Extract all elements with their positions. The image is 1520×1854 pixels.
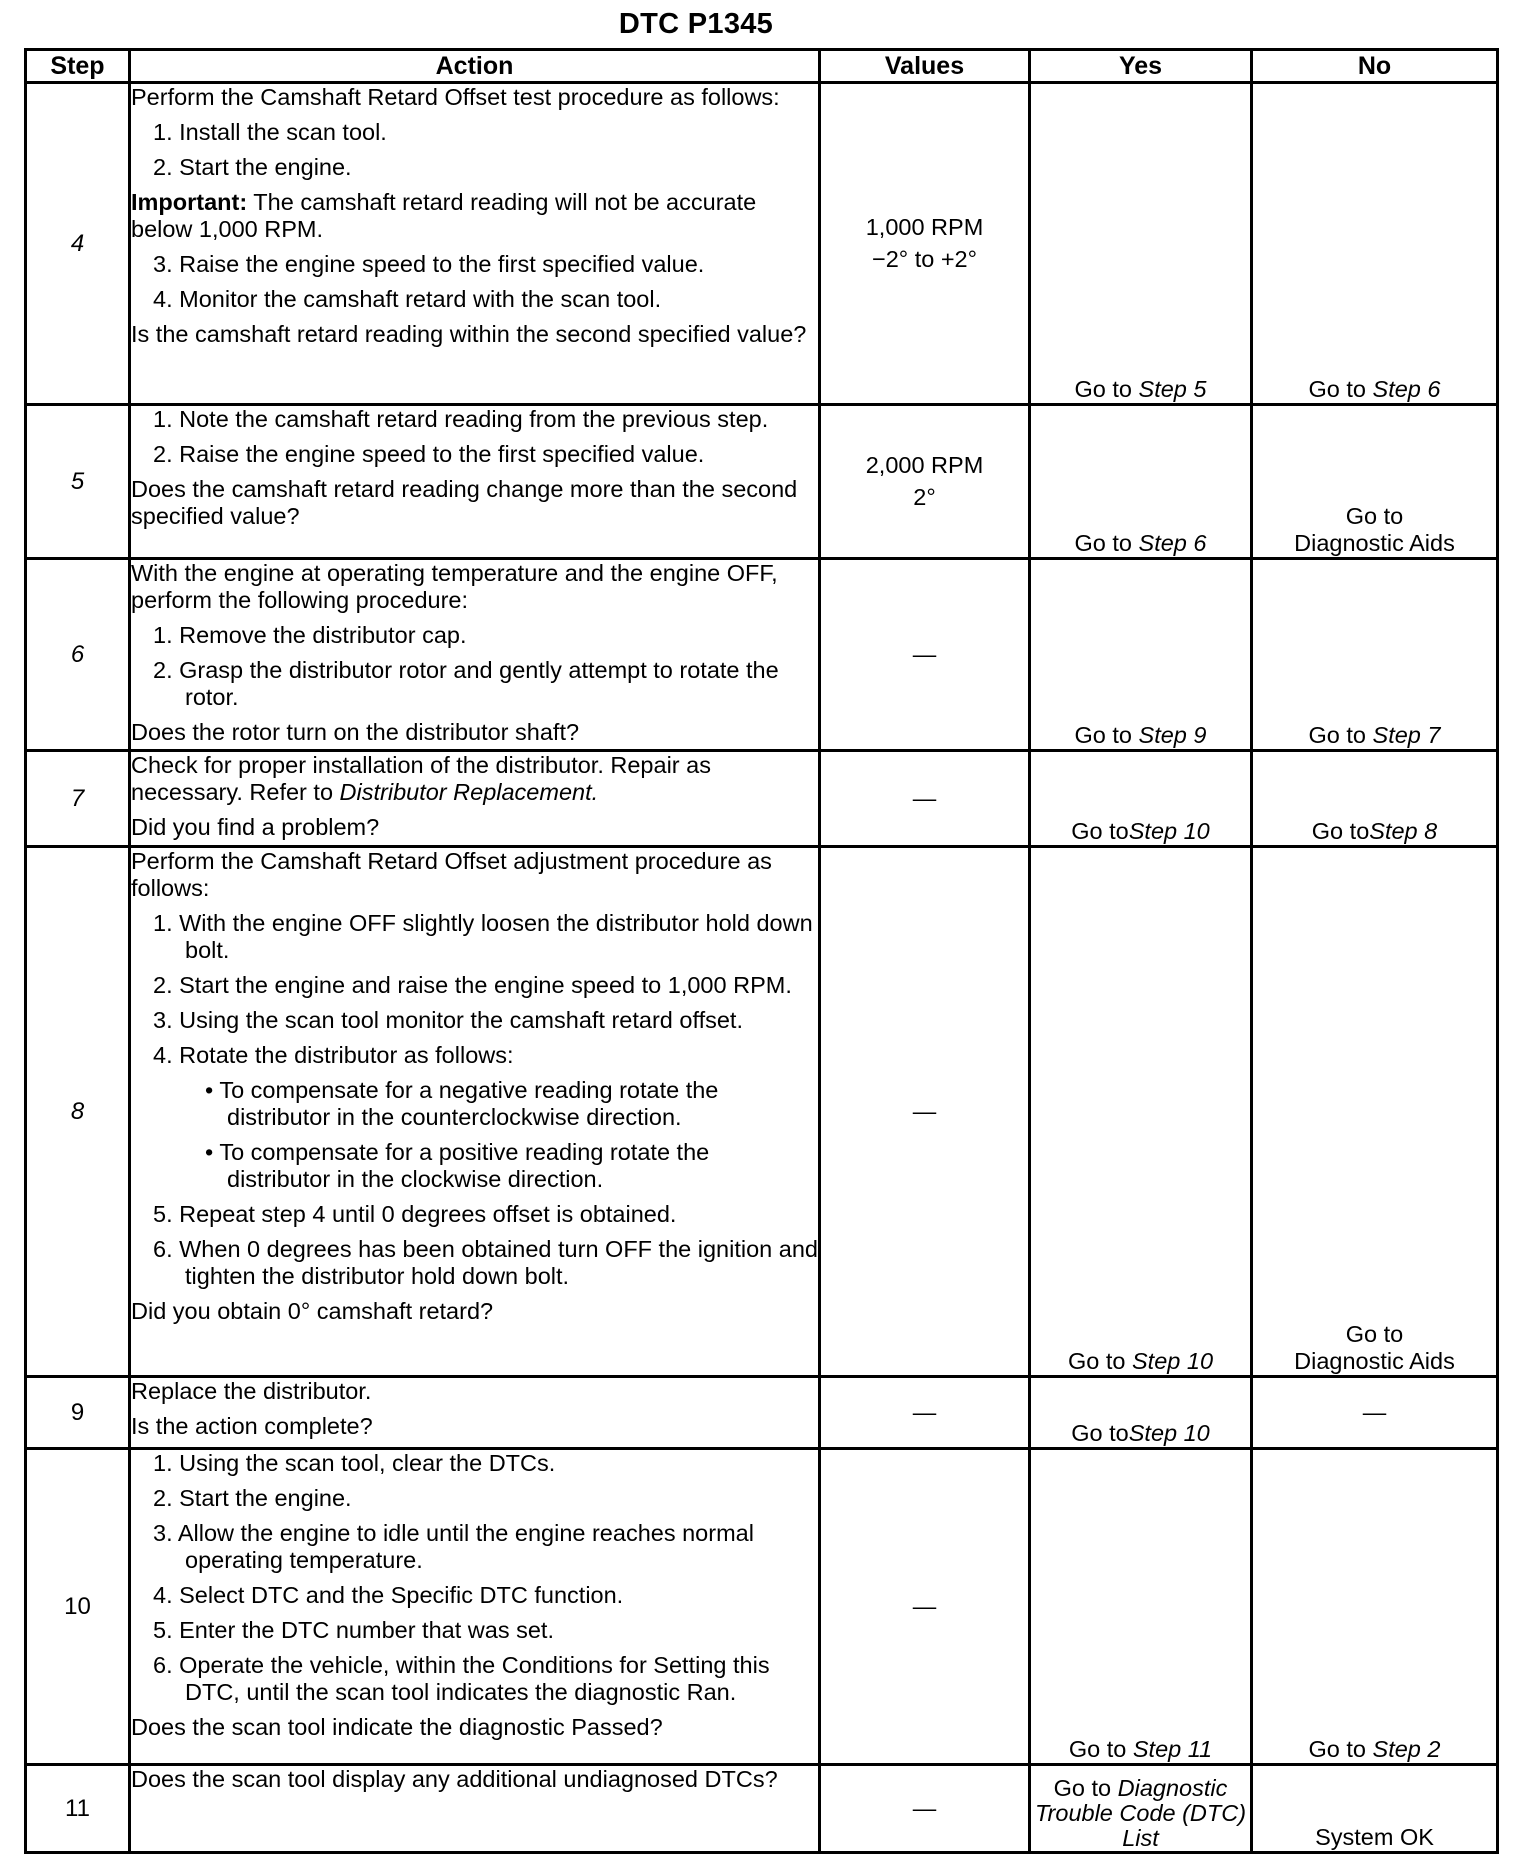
no-cell <box>1252 83 1498 405</box>
action-question: Does the rotor turn on the distributor shaft? <box>131 719 580 745</box>
yes-prefix: Go to <box>1074 530 1139 556</box>
important-text: The camshaft retard reading will not be accurate below 1,000 RPM. <box>131 189 757 242</box>
action-item: 1. With the engine OFF slightly loosen the distributor hold down bolt. <box>153 910 813 963</box>
no-cell[interactable] <box>1252 405 1498 559</box>
action-item: 5. Repeat step 4 until 0 degrees offset is obtained. <box>153 1201 677 1227</box>
table-row <box>26 1377 1498 1449</box>
no-step-link[interactable]: Step 7 <box>1372 722 1441 748</box>
action-question: Is the camshaft retard reading within the second specified value? <box>131 321 807 347</box>
yes-step-link[interactable]: Step 6 <box>1138 530 1207 556</box>
table-row <box>26 847 1498 1377</box>
step-number: 6 <box>26 559 130 751</box>
header-step: Step <box>26 50 130 83</box>
action-intro <box>131 752 818 806</box>
values-cell: — <box>820 751 1030 847</box>
no-cell[interactable] <box>1252 847 1498 1377</box>
action-item: 1. Note the camshaft retard reading from the previous step. <box>153 406 769 432</box>
action-cell <box>130 83 820 405</box>
table-row <box>26 1449 1498 1765</box>
action-cell <box>130 405 820 559</box>
no-prefix: Go to <box>1308 722 1373 748</box>
table-row <box>26 405 1498 559</box>
dtc-table <box>24 48 1499 1854</box>
step-number: 10 <box>26 1449 130 1765</box>
yes-prefix: Go to <box>1074 722 1139 748</box>
step-number: 7 <box>26 751 130 847</box>
yes-cell <box>1030 1765 1252 1853</box>
action-item: 2. Start the engine. <box>153 154 352 180</box>
no-line: Go to <box>1345 1321 1404 1347</box>
yes-cell <box>1030 751 1252 847</box>
action-cell <box>130 751 820 847</box>
yes-cell <box>1030 1377 1252 1449</box>
action-question: Did you obtain 0° camshaft retard? <box>131 1298 494 1324</box>
action-cell <box>130 559 820 751</box>
action-item: 2. Start the engine and raise the engine speed to 1,000 RPM. <box>153 972 792 998</box>
yes-step-link[interactable]: Step 10 <box>1132 1348 1214 1374</box>
header-values: Values <box>820 50 1030 83</box>
value-line: −2° to +2° <box>871 246 978 272</box>
no-prefix: Go to <box>1311 818 1370 844</box>
no-cell <box>1252 1449 1498 1765</box>
yes-prefix: Go to <box>1068 1736 1133 1762</box>
action-item: 1. Install the scan tool. <box>153 119 387 145</box>
action-question: Is the action complete? <box>131 1413 373 1439</box>
values-cell: — <box>820 1377 1030 1449</box>
action-item: 6. When 0 degrees has been obtained turn OFF the ignition and tighten the distributor hold down bolt. <box>153 1236 818 1289</box>
step-number: 4 <box>26 83 130 405</box>
value-line: 1,000 RPM <box>865 214 984 240</box>
action-cell <box>130 1765 820 1853</box>
important-label: Important: <box>131 189 248 215</box>
important-note <box>131 189 818 243</box>
values-cell: — <box>820 1765 1030 1853</box>
action-item: 4. Select DTC and the Specific DTC function. <box>153 1582 624 1608</box>
step-number: 9 <box>26 1377 130 1449</box>
action-item: 2. Raise the engine speed to the first specified value. <box>153 441 705 467</box>
table-row <box>26 83 1498 405</box>
header-no: No <box>1252 50 1498 83</box>
no-step-link[interactable]: Step 2 <box>1372 1736 1441 1762</box>
step-number: 8 <box>26 847 130 1377</box>
page-title: DTC P1345 <box>618 8 774 40</box>
value-line: 2,000 RPM <box>865 452 984 478</box>
action-item: 3. Allow the engine to idle until the engine reaches normal operating temperature. <box>153 1520 754 1573</box>
yes-step-link[interactable]: Step 5 <box>1138 376 1207 402</box>
action-bullet: • To compensate for a negative reading rotate the distributor in the counterclockwise direction. <box>205 1077 719 1130</box>
yes-prefix: Go to <box>1074 376 1139 402</box>
action-item: 5. Enter the DTC number that was set. <box>153 1617 554 1643</box>
action-bullet: • To compensate for a positive reading rotate the distributor in the clockwise direction. <box>205 1139 710 1192</box>
yes-step-link[interactable]: Step 9 <box>1138 722 1207 748</box>
action-item: 4. Rotate the distributor as follows: <box>153 1042 514 1068</box>
step-number: 11 <box>26 1765 130 1853</box>
values-cell: — <box>820 1449 1030 1765</box>
yes-cell <box>1030 559 1252 751</box>
yes-step-link[interactable]: Step 10 <box>1128 1420 1210 1446</box>
table-row <box>26 559 1498 751</box>
action-question: Does the camshaft retard reading change more than the second specified value? <box>131 476 798 529</box>
yes-prefix: Go to <box>1071 818 1129 844</box>
yes-cell <box>1030 83 1252 405</box>
no-step-link[interactable]: Step 6 <box>1372 376 1441 402</box>
yes-prefix: Go to <box>1071 1420 1129 1446</box>
yes-prefix: Go to <box>1053 1775 1118 1801</box>
action-item: 6. Operate the vehicle, within the Conditions for Setting this DTC, until the scan tool indicates the diagnostic Ran. <box>153 1652 770 1705</box>
reference-link[interactable]: Distributor Replacement. <box>339 779 599 805</box>
action-item: 3. Using the scan tool monitor the camshaft retard offset. <box>153 1007 743 1033</box>
action-question: Does the scan tool indicate the diagnostic Passed? <box>131 1714 663 1740</box>
no-prefix: Go to <box>1308 376 1373 402</box>
action-cell <box>130 1449 820 1765</box>
action-item: 4. Monitor the camshaft retard with the scan tool. <box>153 286 662 312</box>
action-item: 3. Raise the engine speed to the first specified value. <box>153 251 705 277</box>
values-cell <box>820 405 1030 559</box>
no-cell <box>1252 751 1498 847</box>
values-cell: — <box>820 559 1030 751</box>
no-cell <box>1252 559 1498 751</box>
header-yes: Yes <box>1030 50 1252 83</box>
action-question: Did you find a problem? <box>131 814 380 840</box>
step-number: 5 <box>26 405 130 559</box>
values-cell: — <box>820 847 1030 1377</box>
no-prefix: Go to <box>1308 1736 1373 1762</box>
action-intro: With the engine at operating temperature and the engine OFF, perform the following procedure: <box>131 560 778 613</box>
table-row <box>26 1765 1498 1853</box>
action-item: 2. Grasp the distributor rotor and gently attempt to rotate the rotor. <box>153 657 779 710</box>
action-intro-text: Check for proper installation of the distributor. Repair as necessary. Refer to <box>131 752 711 805</box>
no-step-link[interactable]: Step 8 <box>1369 818 1438 844</box>
no-line: Diagnostic Aids <box>1294 530 1455 556</box>
table-row <box>26 751 1498 847</box>
yes-cell <box>1030 847 1252 1377</box>
action-intro: Perform the Camshaft Retard Offset adjustment procedure as follows: <box>131 848 772 901</box>
yes-dtc-list-link[interactable]: Diagnostic Trouble Code (DTC) List <box>1034 1775 1247 1851</box>
no-line: Diagnostic Aids <box>1294 1348 1455 1374</box>
no-cell: — <box>1252 1377 1498 1449</box>
values-cell <box>820 83 1030 405</box>
action-cell <box>130 1377 820 1449</box>
no-line: Go to <box>1345 503 1404 529</box>
action-intro: Replace the distributor. <box>131 1378 372 1404</box>
header-action: Action <box>130 50 820 83</box>
no-cell: System OK <box>1252 1765 1498 1853</box>
header-row <box>26 50 1498 83</box>
action-intro: Perform the Camshaft Retard Offset test procedure as follows: <box>131 84 780 110</box>
yes-step-link[interactable]: Step 10 <box>1128 818 1210 844</box>
yes-cell <box>1030 405 1252 559</box>
action-cell <box>130 847 820 1377</box>
yes-step-link[interactable]: Step 11 <box>1132 1736 1213 1762</box>
action-item: 1. Remove the distributor cap. <box>153 622 467 648</box>
action-item: 2. Start the engine. <box>153 1485 352 1511</box>
yes-cell <box>1030 1449 1252 1765</box>
yes-prefix: Go to <box>1067 1348 1132 1374</box>
action-question: Does the scan tool display any additional undiagnosed DTCs? <box>131 1766 778 1792</box>
action-item: 1. Using the scan tool, clear the DTCs. <box>153 1450 556 1476</box>
value-line: 2° <box>913 484 936 510</box>
